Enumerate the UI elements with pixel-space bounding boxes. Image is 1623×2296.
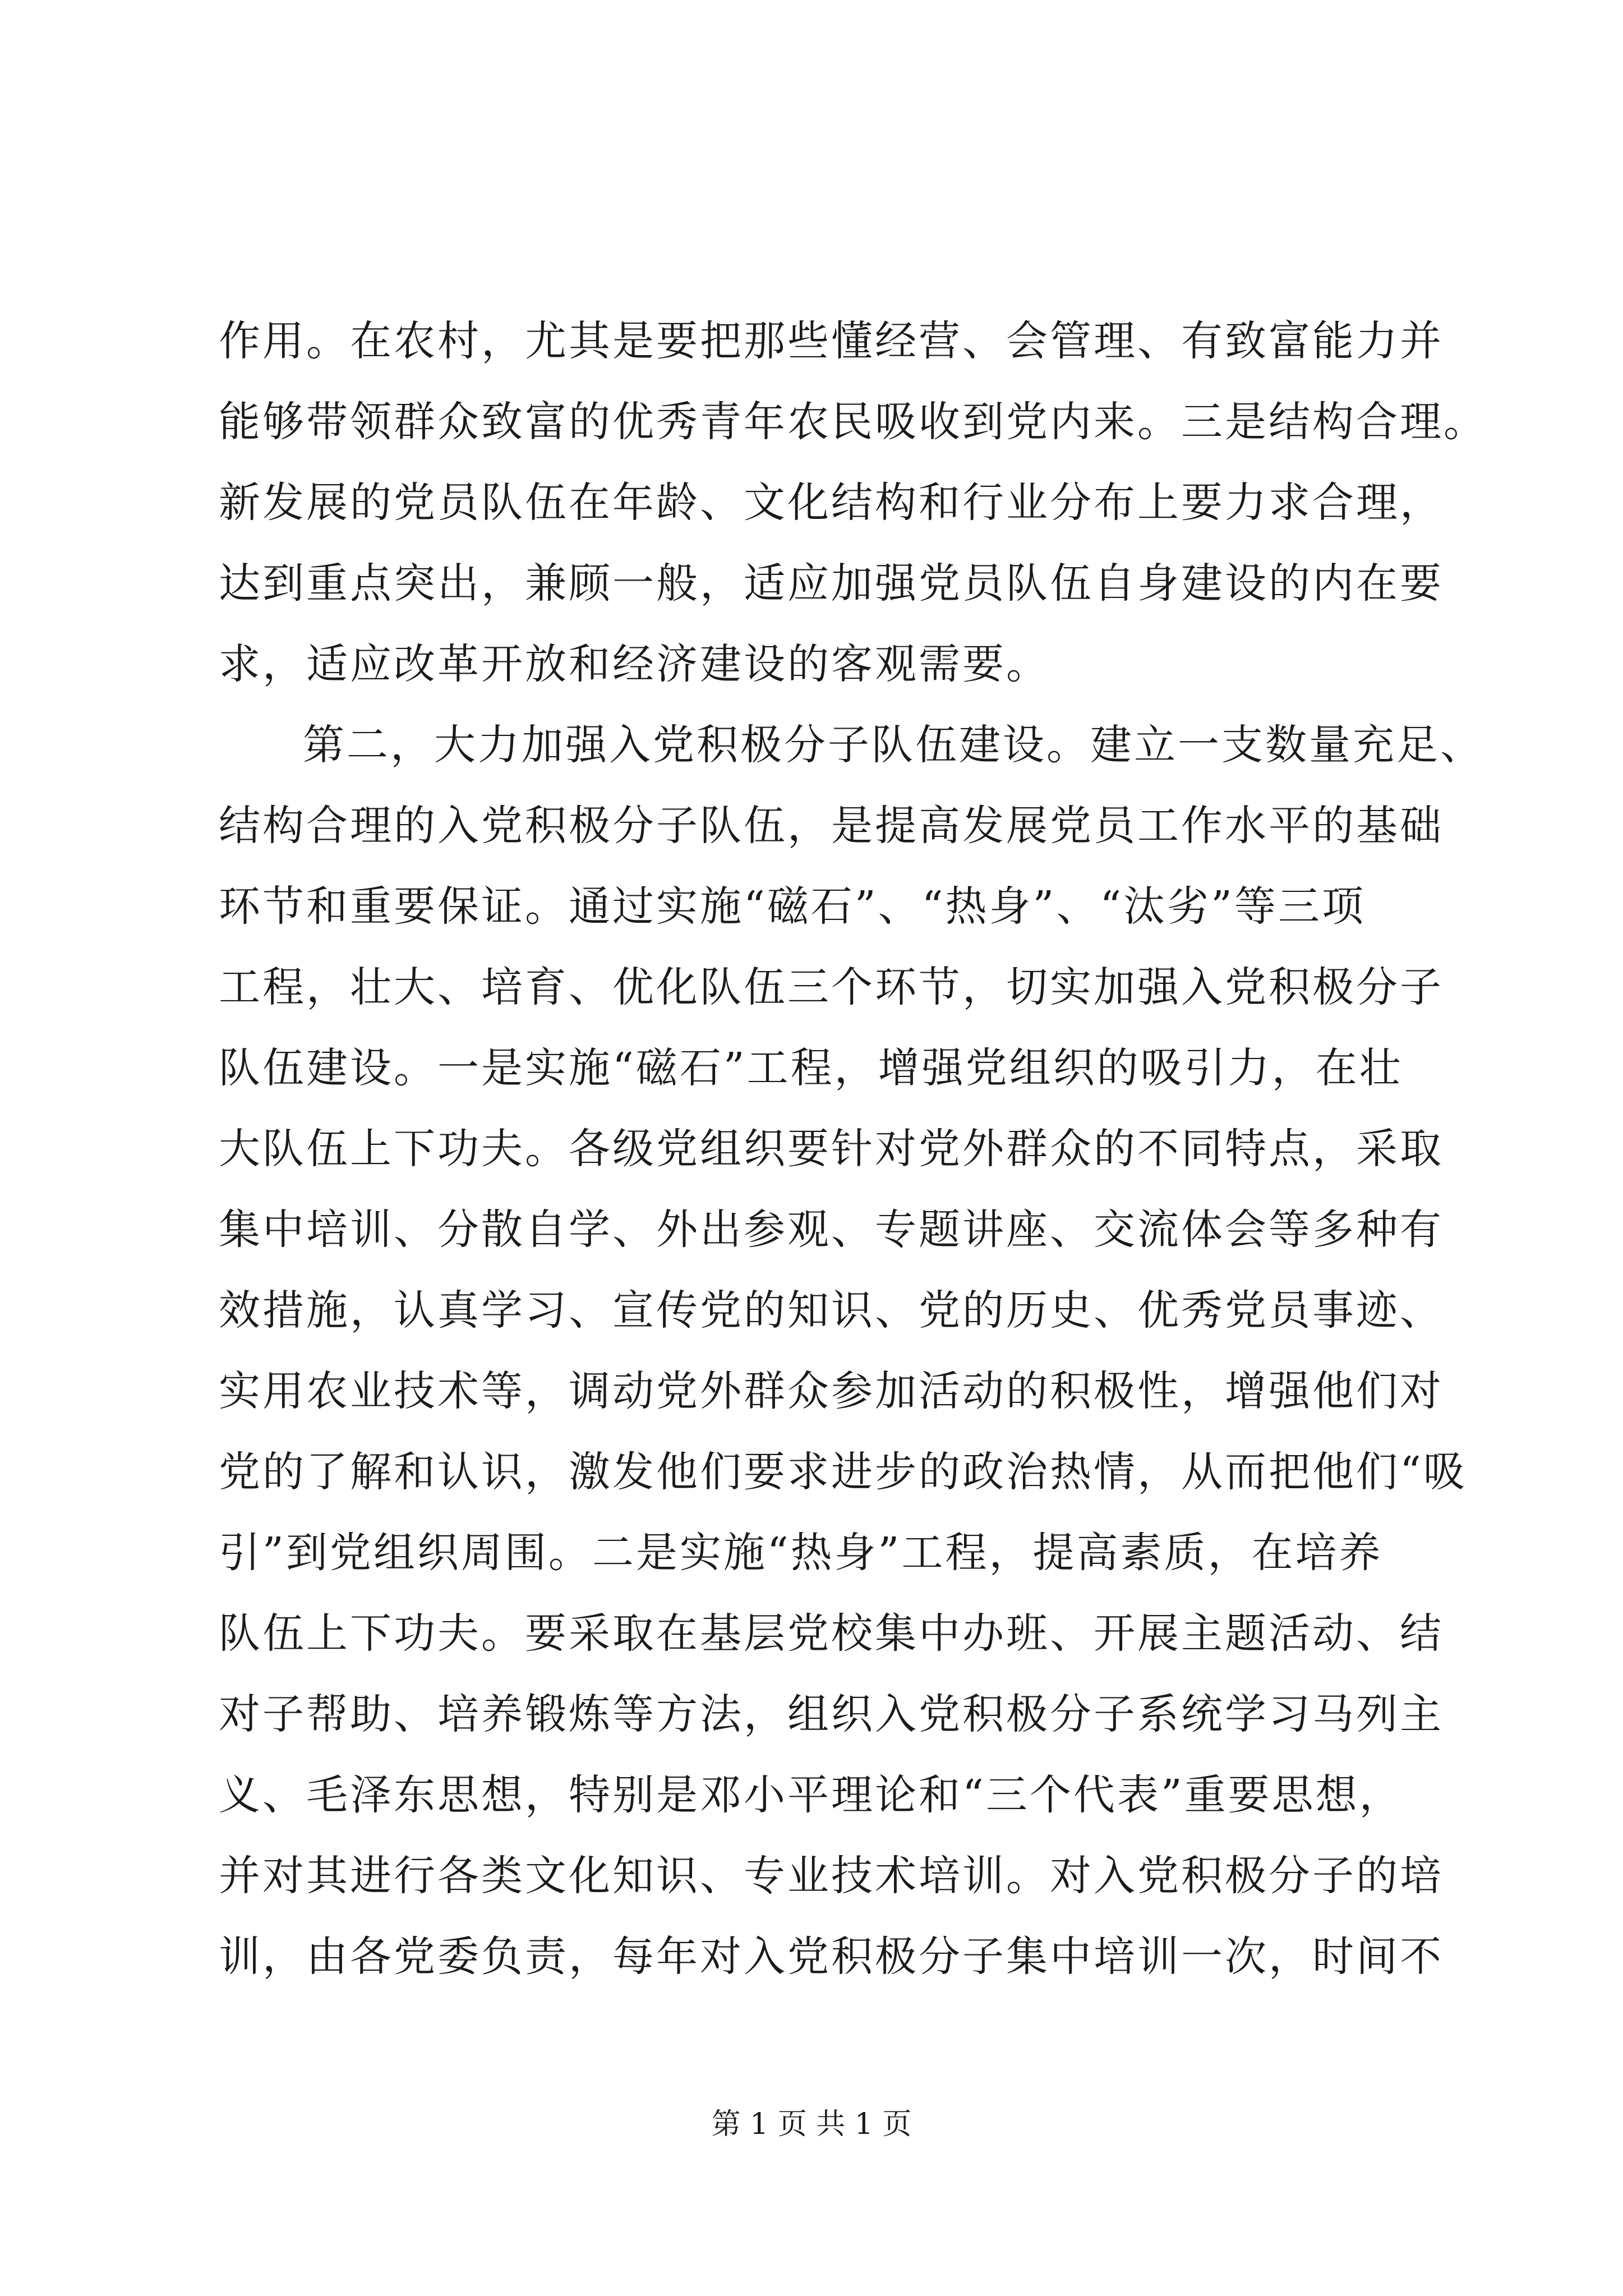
text-line-21: 训，由各党委负责，每年对入党积极分子集中培训一次，时间不 (219, 1932, 1444, 1981)
text-line-16: 引”到党组织周围。二是实施“热身”工程，提高素质，在培养 (219, 1529, 1383, 1577)
text-line-15: 党的了解和认识，激发他们要求进步的政治热情，从而把他们“吸 (219, 1448, 1467, 1496)
paragraph-start-line: 第二，大力加强入党积极分子队伍建设。建立一支数量充足、 (303, 721, 1484, 769)
text-line-5: 求，适应改革开放和经济建设的客观需要。 (219, 640, 1050, 688)
text-line-10: 队伍建设。一是实施“磁石”工程，增强党组织的吸引力，在壮 (219, 1044, 1403, 1092)
text-line-7: 结构合理的入党积极分子队伍，是提高发展党员工作水平的基础 (219, 802, 1444, 850)
page-number-footer: 第 1 页 共 1 页 (711, 2108, 912, 2141)
text-line-1: 作用。在农村，尤其是要把那些懂经营、会管理、有致富能力并 (219, 317, 1444, 365)
text-line-12: 集中培训、分散自学、外出参观、专题讲座、交流体会等多种有 (219, 1205, 1444, 1254)
text-line-11: 大队伍上下功夫。各级党组织要针对党外群众的不同特点，采取 (219, 1125, 1444, 1173)
text-line-13: 效措施，认真学习、宣传党的知识、党的历史、优秀党员事迹、 (219, 1286, 1444, 1335)
text-line-14: 实用农业技术等，调动党外群众参加活动的积极性，增强他们对 (219, 1367, 1444, 1415)
text-line-18: 对子帮助、培养锻炼等方法，组织入党积极分子系统学习马列主 (219, 1690, 1444, 1738)
text-line-8: 环节和重要保证。通过实施“磁石”、“热身”、“汰劣”等三项 (219, 882, 1366, 931)
text-line-4: 达到重点突出，兼顾一般，适应加强党员队伍自身建设的内在要 (219, 559, 1444, 608)
text-line-19: 义、毛泽东思想，特别是邓小平理论和“三个代表”重要思想， (219, 1771, 1403, 1819)
text-line-2: 能够带领群众致富的优秀青年农民吸收到党内来。三是结构合理。 (219, 398, 1487, 446)
text-line-17: 队伍上下功夫。要采取在基层党校集中办班、开展主题活动、结 (219, 1609, 1444, 1658)
text-line-3: 新发展的党员队伍在年龄、文化结构和行业分布上要力求合理， (219, 478, 1444, 527)
text-line-9: 工程，壮大、培育、优化队伍三个环节，切实加强入党积极分子 (219, 963, 1444, 1011)
text-line-20: 并对其进行各类文化知识、专业技术培训。对入党积极分子的培 (219, 1852, 1444, 1900)
